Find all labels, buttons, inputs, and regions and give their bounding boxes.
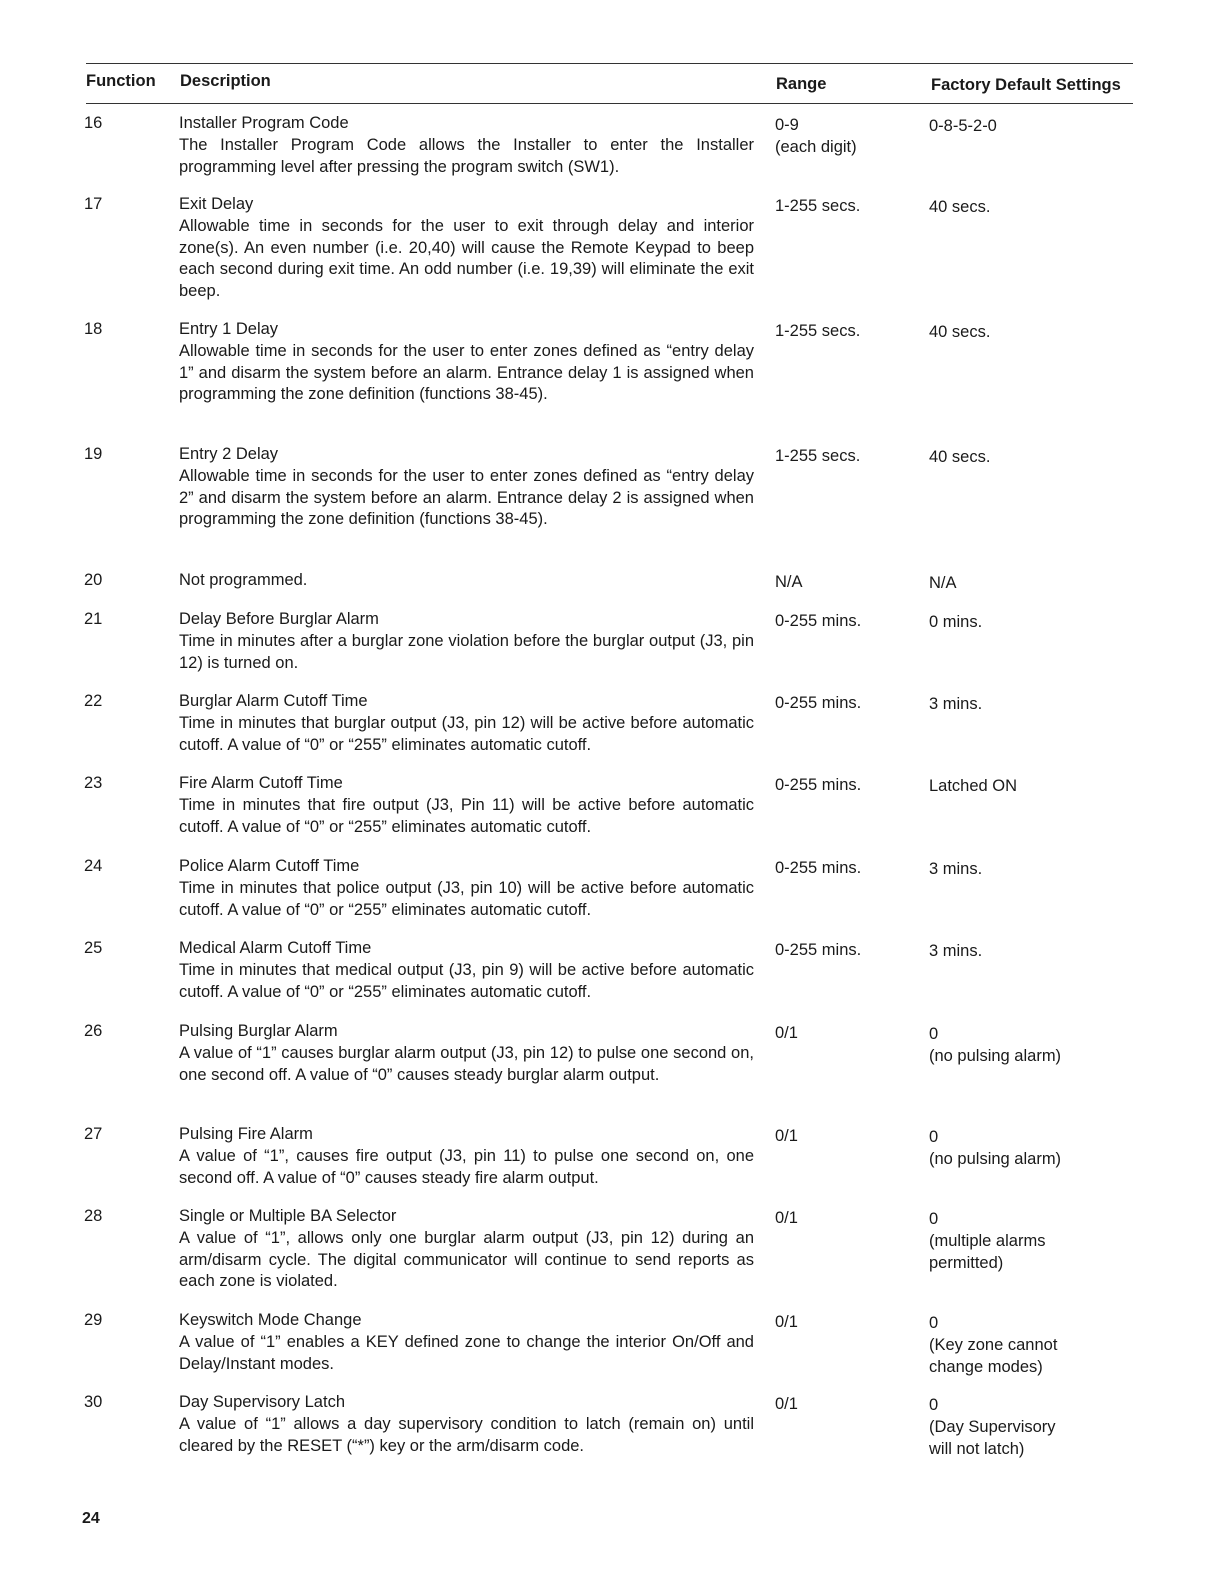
function-range [775, 775, 915, 797]
default-line: (Key zone cannot [929, 1335, 1058, 1354]
default-line: 40 secs. [929, 448, 991, 466]
function-title: Entry 1 Delay [179, 320, 279, 338]
default-line: 0 [929, 1396, 939, 1414]
function-default [929, 694, 1129, 716]
function-default [929, 322, 1129, 344]
function-body: Allowable time in seconds for the user to exit through delay and interior zone(s). An even number (i.e. 20,40) will cause the Remote Keypad to beep each second during exit time. An odd number (i.e. 19,39) will eliminate the exit beep. [179, 216, 754, 301]
default-line: 40 secs. [929, 198, 991, 216]
function-number: 27 [84, 1125, 103, 1143]
header-rule [86, 103, 1133, 104]
function-default [929, 447, 1129, 469]
default-line: 3 mins. [929, 942, 983, 960]
function-title: Burglar Alarm Cutoff Time [179, 692, 368, 710]
range-line: N/A [775, 573, 803, 591]
function-description [179, 1310, 754, 1375]
function-range [775, 196, 915, 218]
function-title: Single or Multiple BA Selector [179, 1207, 397, 1225]
function-range [775, 321, 915, 343]
function-title: Exit Delay [179, 195, 254, 213]
function-default [929, 1024, 1129, 1068]
function-number: 16 [84, 114, 103, 132]
default-line: 0-8-5-2-0 [929, 117, 997, 135]
function-body: The Installer Program Code allows the Installer to enter the Installer programming level after pressing the program switch (SW1). [179, 135, 754, 176]
function-number: 20 [84, 571, 103, 589]
function-title: Keyswitch Mode Change [179, 1311, 362, 1329]
function-title: Day Supervisory Latch [179, 1393, 345, 1411]
function-range [775, 858, 915, 880]
default-line: permitted) [929, 1253, 1004, 1272]
range-line: 0/1 [775, 1024, 798, 1042]
function-default [929, 941, 1129, 963]
function-title: Medical Alarm Cutoff Time [179, 939, 372, 957]
function-default [929, 1313, 1129, 1378]
function-description [179, 444, 754, 531]
range-line: 0-9 [775, 116, 799, 134]
function-body: A value of “1” allows a day supervisory condition to latch (remain on) until cleared by the RESET (“*”) key or the arm/disarm code. [179, 1414, 754, 1455]
function-default [929, 197, 1129, 219]
function-body: A value of “1”, allows only one burglar alarm output (J3, pin 12) during an arm/disarm cycle. The digital communicator will continue to send reports as each zone is violated. [179, 1228, 754, 1291]
default-line: (Day Supervisory [929, 1417, 1056, 1436]
function-title: Fire Alarm Cutoff Time [179, 774, 343, 792]
function-number: 19 [84, 445, 103, 463]
range-line: 0-255 mins. [775, 612, 862, 630]
function-default [929, 776, 1129, 798]
function-number: 25 [84, 939, 103, 957]
function-body: Time in minutes that burglar output (J3, pin 12) will be active before automatic cutoff. A value of “0” or “255” eliminates automatic cutoff. [179, 713, 754, 754]
function-description [179, 319, 754, 406]
function-default [929, 612, 1129, 634]
default-line: (no pulsing alarm) [929, 1149, 1062, 1168]
function-body: Time in minutes that medical output (J3, pin 9) will be active before automatic cutoff. A value of “0” or “255” eliminates automatic cutoff. [179, 960, 754, 1001]
function-description [179, 856, 754, 921]
function-description [179, 113, 754, 178]
page-number: 24 [82, 1510, 100, 1527]
range-line: 0/1 [775, 1313, 798, 1331]
function-range [775, 115, 915, 159]
function-range [775, 1023, 915, 1045]
default-line: 3 mins. [929, 860, 983, 878]
function-default [929, 1127, 1129, 1171]
function-default [929, 573, 1129, 595]
default-line: 0 [929, 1314, 939, 1332]
default-line: will not latch) [929, 1439, 1025, 1458]
function-description [179, 1392, 754, 1457]
function-range [775, 572, 915, 594]
function-range [775, 693, 915, 715]
function-description [179, 938, 754, 1003]
table-header [0, 72, 1224, 100]
function-title: Entry 2 Delay [179, 445, 279, 463]
range-line: 1-255 secs. [775, 447, 861, 465]
default-line: N/A [929, 574, 957, 592]
function-range [775, 446, 915, 468]
header-description: Description [180, 72, 271, 90]
default-line: 40 secs. [929, 323, 991, 341]
default-line: 0 mins. [929, 613, 983, 631]
range-line: 0-255 mins. [775, 776, 862, 794]
function-range [775, 611, 915, 633]
default-line: 0 [929, 1025, 939, 1043]
function-description [179, 1124, 754, 1189]
function-description [179, 609, 754, 674]
function-description [179, 691, 754, 756]
function-body: A value of “1” enables a KEY defined zone to change the interior On/Off and Delay/Instant modes. [179, 1332, 754, 1373]
function-description [179, 1021, 754, 1086]
default-line: 0 [929, 1128, 939, 1146]
function-number: 18 [84, 320, 103, 338]
function-title: Pulsing Burglar Alarm [179, 1022, 338, 1040]
range-line: 1-255 secs. [775, 197, 861, 215]
function-default [929, 859, 1129, 881]
default-line: Latched ON [929, 777, 1018, 795]
function-description [179, 1206, 754, 1293]
default-line: (no pulsing alarm) [929, 1046, 1062, 1065]
range-line: 1-255 secs. [775, 322, 861, 340]
function-title: Police Alarm Cutoff Time [179, 857, 360, 875]
function-title: Pulsing Fire Alarm [179, 1125, 313, 1143]
function-number: 23 [84, 774, 103, 792]
header-range: Range [776, 75, 827, 93]
function-range [775, 1126, 915, 1148]
function-number: 28 [84, 1207, 103, 1225]
function-default [929, 1209, 1129, 1274]
range-line: 0/1 [775, 1209, 798, 1227]
function-range [775, 1312, 915, 1334]
function-number: 17 [84, 195, 103, 213]
header-default: Factory Default Settings [931, 76, 1121, 94]
default-line: 3 mins. [929, 695, 983, 713]
range-line: (each digit) [775, 137, 857, 156]
function-number: 24 [84, 857, 103, 875]
function-title: Installer Program Code [179, 114, 349, 132]
function-default [929, 116, 1129, 138]
function-body: Time in minutes after a burglar zone violation before the burglar output (J3, pin 12) is turned on. [179, 631, 754, 672]
range-line: 0/1 [775, 1127, 798, 1145]
function-description [179, 194, 754, 303]
range-line: 0-255 mins. [775, 941, 862, 959]
top-rule [86, 63, 1133, 64]
function-number: 30 [84, 1393, 103, 1411]
default-line: change modes) [929, 1357, 1043, 1376]
function-default [929, 1395, 1129, 1460]
function-number: 26 [84, 1022, 103, 1040]
header-function: Function [86, 72, 156, 90]
function-title: Not programmed. [179, 571, 308, 589]
range-line: 0-255 mins. [775, 859, 862, 877]
function-body: Allowable time in seconds for the user to enter zones defined as “entry delay 1” and disarm the system before an alarm. Entrance delay 1 is assigned when programming the zone definition (functions 38-45). [179, 341, 754, 404]
default-line: 0 [929, 1210, 939, 1228]
function-body: Time in minutes that fire output (J3, Pin 11) will be active before automatic cutoff. A value of “0” or “255” eliminates automatic cutoff. [179, 795, 754, 836]
range-line: 0-255 mins. [775, 694, 862, 712]
function-description [179, 570, 754, 592]
function-range [775, 940, 915, 962]
function-title: Delay Before Burglar Alarm [179, 610, 379, 628]
function-number: 22 [84, 692, 103, 710]
default-line: (multiple alarms [929, 1231, 1046, 1250]
function-number: 29 [84, 1311, 103, 1329]
function-body: A value of “1”, causes fire output (J3, pin 11) to pulse one second on, one second off. A value of “0” causes steady fire alarm output. [179, 1146, 754, 1187]
function-range [775, 1208, 915, 1230]
function-description [179, 773, 754, 838]
function-number: 21 [84, 610, 103, 628]
function-range [775, 1394, 915, 1416]
function-body: A value of “1” causes burglar alarm output (J3, pin 12) to pulse one second on, one second off. A value of “0” causes steady burglar alarm output. [179, 1043, 754, 1084]
range-line: 0/1 [775, 1395, 798, 1413]
function-body: Allowable time in seconds for the user to enter zones defined as “entry delay 2” and disarm the system before an alarm. Entrance delay 2 is assigned when programming the zone definition (functions 38-45). [179, 466, 754, 529]
function-body: Time in minutes that police output (J3, pin 10) will be active before automatic cutoff. A value of “0” or “255” eliminates automatic cutoff. [179, 878, 754, 919]
